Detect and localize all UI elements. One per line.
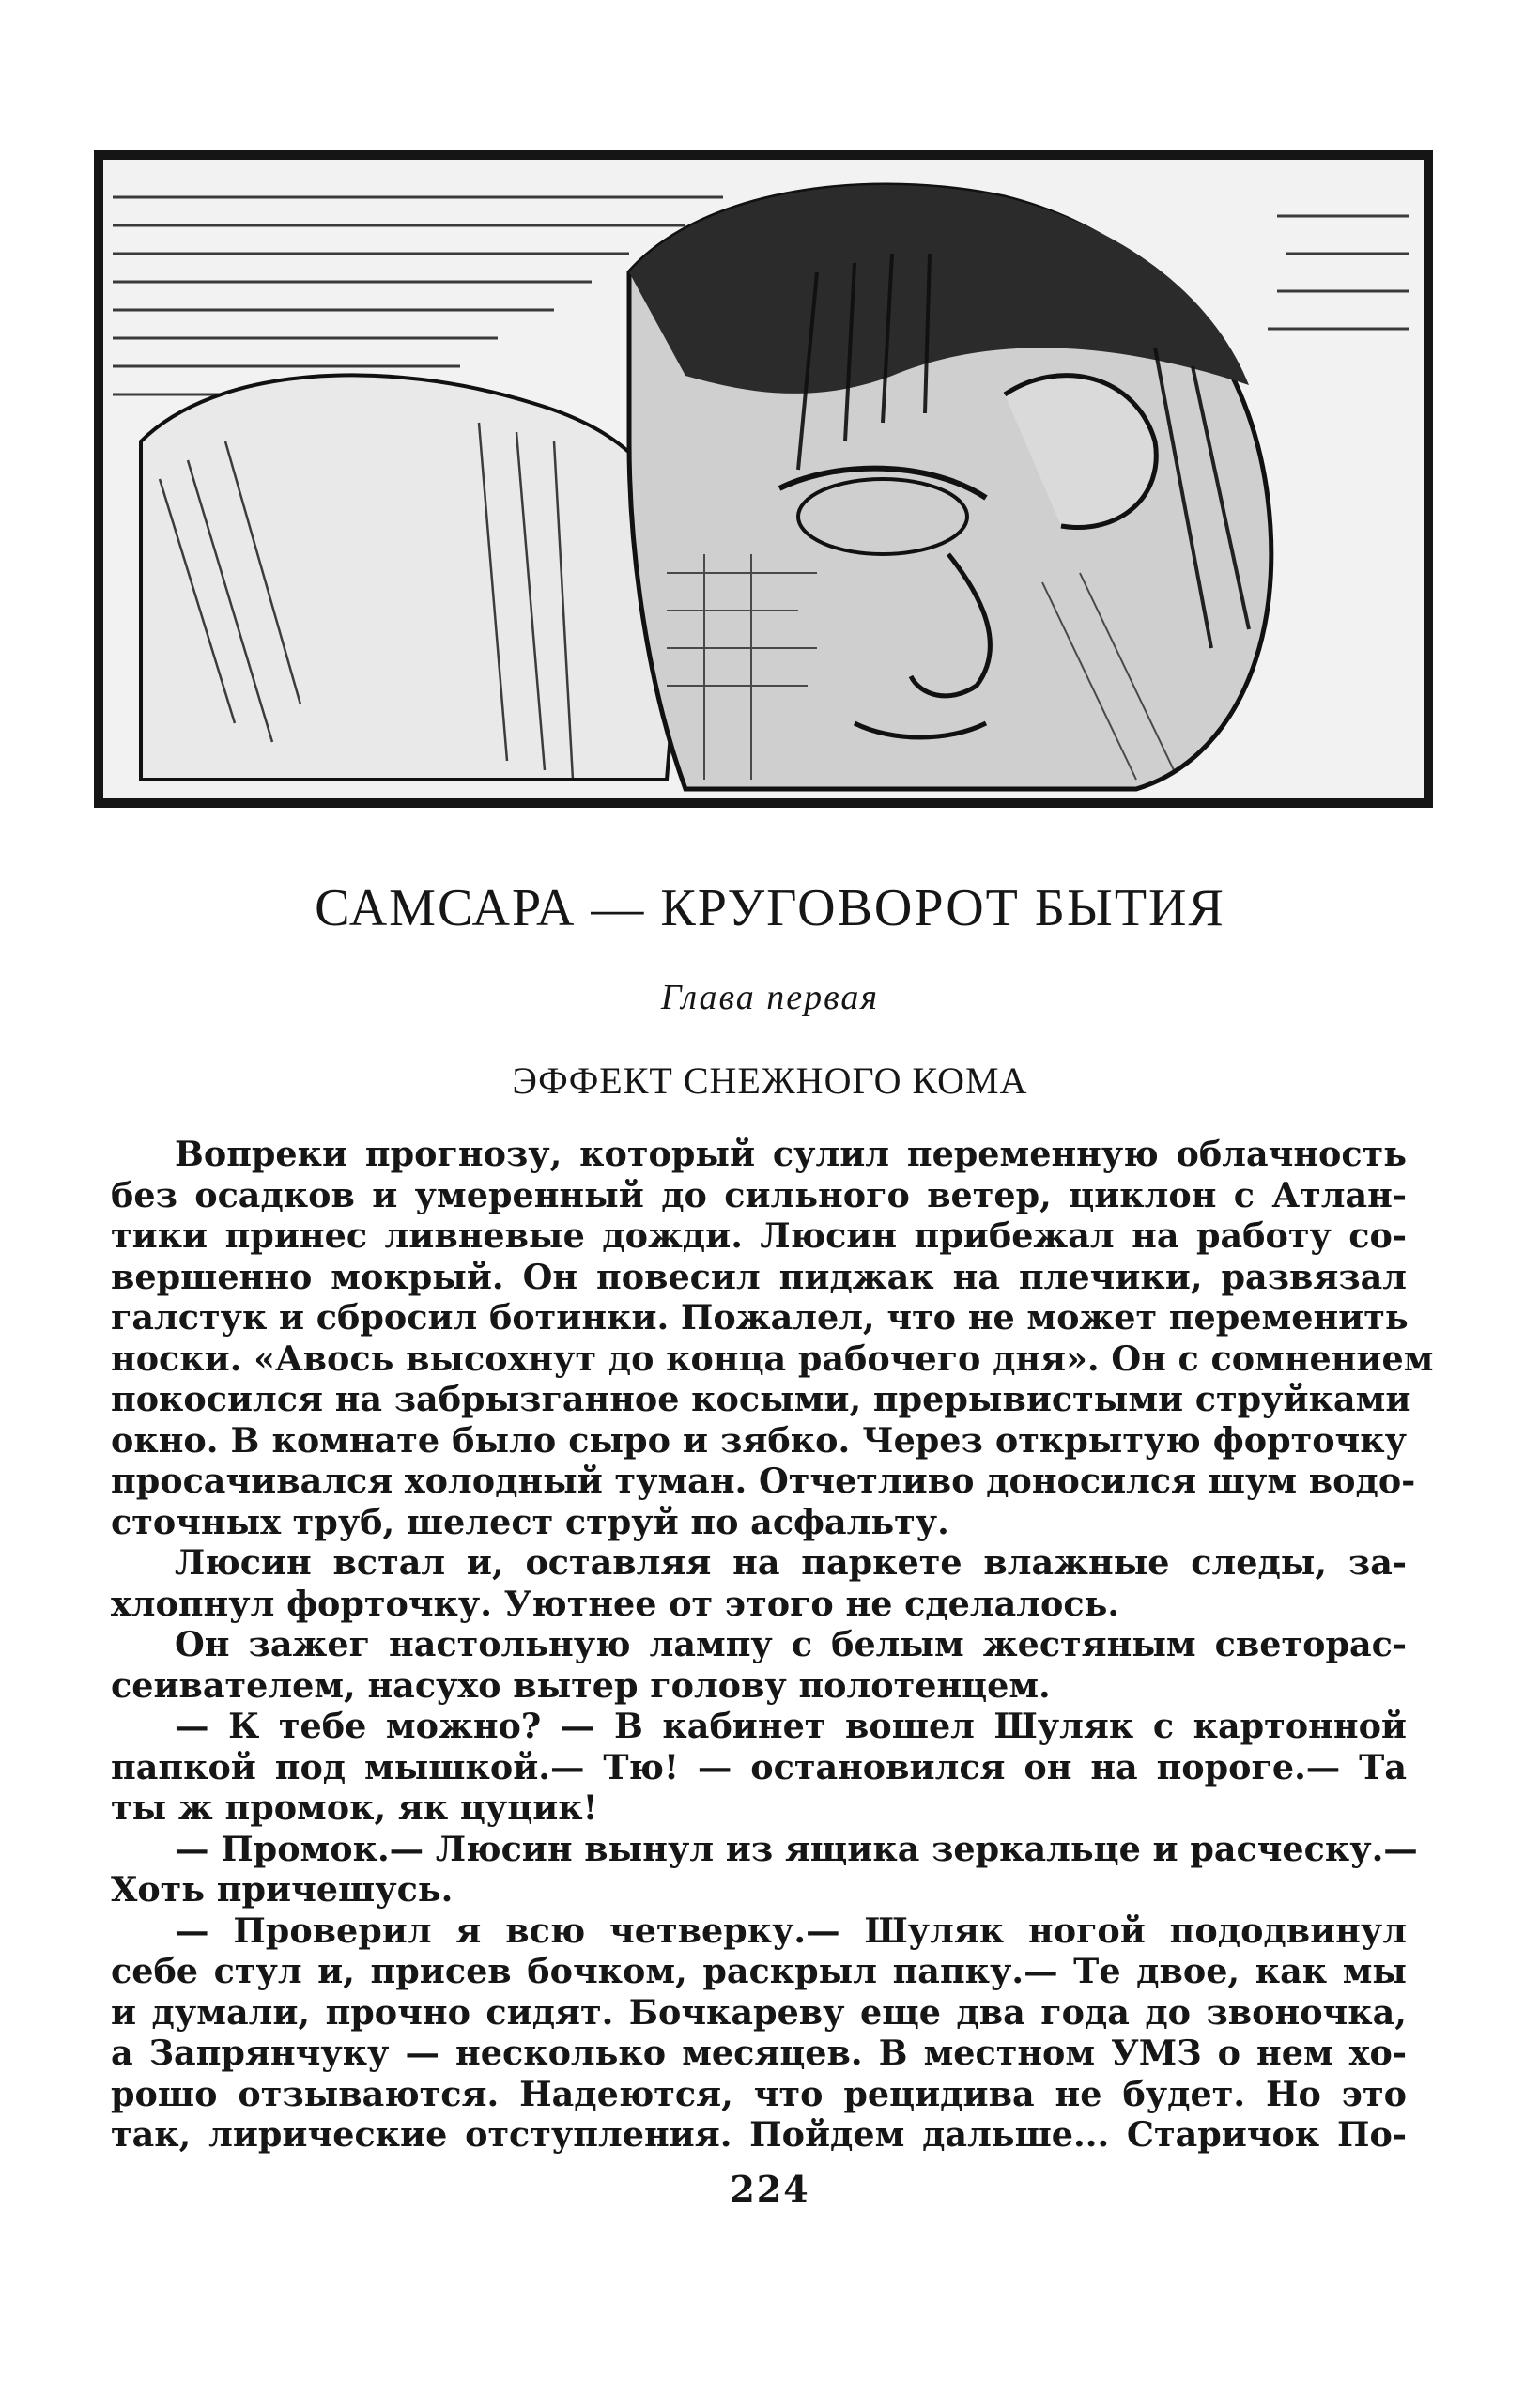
text-line: так, лирические отступления. Пойдем дальше... Старичок По- [111,2114,1407,2155]
text-line: галстук и сбросил ботинки. Пожалел, что не может переменить [111,1297,1409,1338]
text-line: вершенно мокрый. Он повесил пиджак на плечики, развязал [111,1256,1407,1297]
text-line: папкой под мышкой.— Тю! — остановился он на пороге.— Та [111,1746,1407,1787]
chapter-label: Глава первая [660,978,880,1017]
chapter-heading: ЭФФЕКТ СНЕЖНОГО КОМА [512,1060,1028,1102]
body-text [111,1134,1434,2156]
text-line: Вопреки прогнозу, который сулил переменную облачность [175,1134,1407,1174]
text-line: хлопнул форточку. Уютнее от этого не сделалось. [111,1583,1120,1624]
text-line: Он зажег настольную лампу с белым жестяным светорас- [175,1624,1407,1664]
chapter-illustration [94,150,1433,808]
text-line: а Запрянчуку — несколько месяцев. В местном УМЗ о нем хо- [111,2033,1407,2073]
text-line: носки. «Авось высохнут до конца рабочего дня». Он с сомнением [111,1338,1434,1379]
text-line: рошо отзываются. Надеются, что рецидива не будет. Но это [111,2073,1407,2114]
text-line: тики принес ливневые дожди. Люсин прибежал на работу со- [111,1215,1407,1256]
text-line: — Проверил я всю четверку.— Шуляк ногой пододвинул [175,1910,1407,1951]
text-line: — К тебе можно? — В кабинет вошел Шуляк с картонной [175,1706,1407,1746]
text-line: без осадков и умеренный до сильного ветер, циклон с Атлан- [111,1174,1407,1215]
text-line: покосился на забрызганное косыми, прерывистыми струйками [111,1379,1411,1419]
text-line: и думали, прочно сидят. Бочкареву еще два года до звоночка, [111,1991,1407,2033]
illustration-drawing [103,160,1424,798]
text-line: — Промок.— Люсин вынул из ящика зеркальце и расческу.— [175,1828,1418,1869]
text-line: сточных труб, шелест струй по асфальту. [111,1501,949,1542]
text-line: сеивателем, насухо вытер голову полотенцем. [111,1664,1051,1706]
text-line: ты ж промок, як цуцик! [111,1787,598,1828]
text-line: окно. В комнате было сыро и зябко. Через открытую форточку [111,1419,1407,1461]
text-line: просачивался холодный туман. Отчетливо доносился шум водо- [111,1461,1416,1501]
story-title: САМСАРА — КРУГОВОРОТ БЫТИЯ [315,879,1225,937]
page-number: 224 [730,2168,810,2210]
text-line: Люсин встал и, оставляя на паркете влажные следы, за- [175,1542,1407,1583]
text-line: Хоть причешусь. [111,1869,454,1910]
text-line: себе стул и, присев бочком, раскрыл папку.— Те двое, как мы [111,1951,1407,1991]
